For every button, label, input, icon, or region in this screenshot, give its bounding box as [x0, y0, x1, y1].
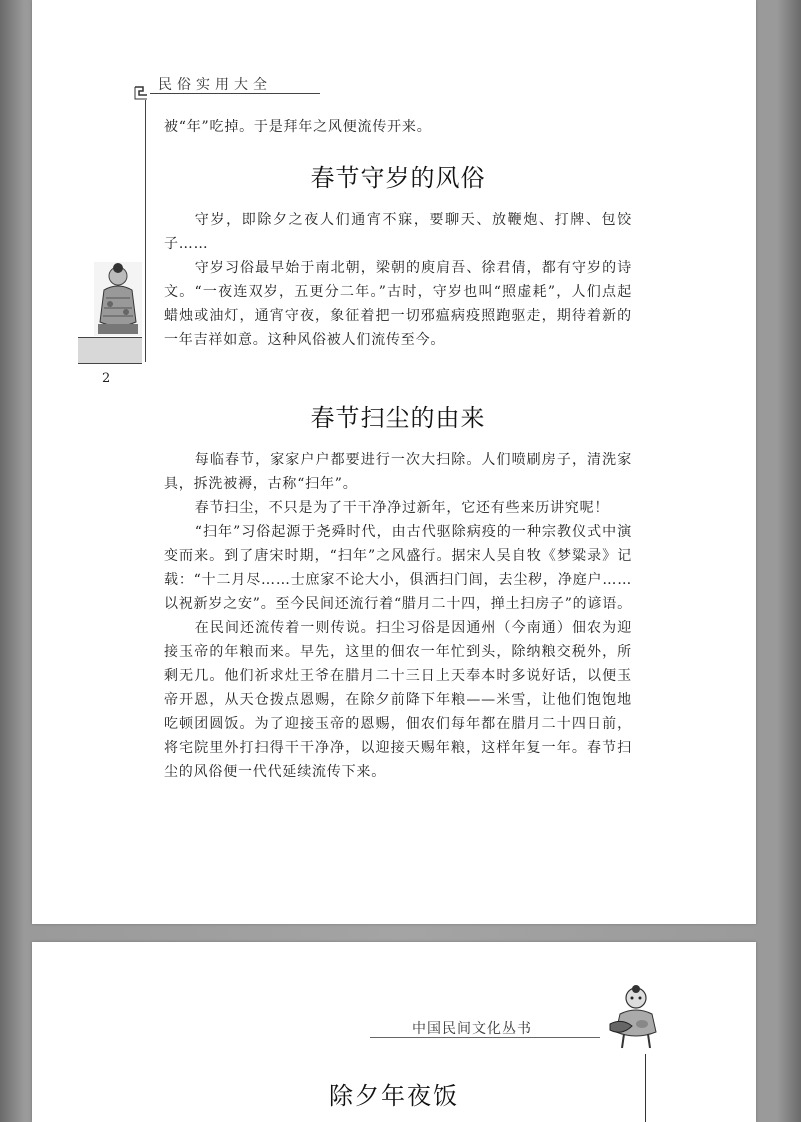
intro-line: 被“年”吃掉。于是拜年之风便流传开来。 — [164, 119, 432, 135]
header-corner-ornament — [134, 86, 148, 100]
section-title-nianyefan: 除夕年夜饭 — [329, 1082, 459, 1110]
series-header: 中国民间文化丛书 — [412, 1021, 532, 1037]
paragraph: 在民间还流传着一则传说。扫尘习俗是因通州（今南通）佃农为迎接玉帝的年粮而来。早先，这里的佃农一年忙到头，除纳粮交税外，所剩无几。他们祈求灶王爷在腊月二十三日上天奉本时多说好话，以便玉帝开恩，从天仓拨点恩赐，在除夕前降下年粮——米雪，让他们饱饱地吃顿团圆饭。为了迎接玉帝的恩赐，佃农们每年都在腊月二十四日前，将宅院里外打扫得干干净净，以迎接天赐年粮，这样年复一年。春节扫尘的风俗便一代代延续流传下来。 — [164, 620, 632, 780]
paragraph: 春节扫尘，不只是为了干干净净过新年，它还有些来历讲究呢！ — [194, 500, 610, 516]
running-header: 民俗实用大全 — [158, 77, 272, 93]
paragraph: 守岁，即除夕之夜人们通宵不寐，要聊天、放鞭炮、打牌、包饺子…… — [164, 212, 632, 252]
margin-tab — [78, 337, 142, 364]
section-title-saochen: 春节扫尘的由来 — [310, 404, 486, 432]
paragraph: 每临春节，家家户户都要进行一次大扫除。人们喷刷房子，清洗家具，拆洗被褥，古称“扫年”。 — [164, 452, 632, 492]
paragraph: 守岁习俗最早始于南北朝，梁朝的庾肩吾、徐君倩，都有守岁的诗文。“一夜连双岁，五更分二年。”古时，守岁也叫“照虚耗”，人们点起蜡烛或油灯，通宵守夜，象征着把一切邪瘟病疫照跑驱走，期待着新的一年吉祥如意。这种风俗被人们流传至今。 — [164, 260, 632, 348]
intro-text — [164, 115, 632, 139]
section-title-shousui: 春节守岁的风俗 — [310, 164, 486, 192]
margin-rule — [145, 100, 146, 362]
folk-doll-icon — [606, 984, 662, 1052]
paragraph: “扫年”习俗起源于尧舜时代，由古代驱除病疫的一种宗教仪式中演变而来。到了唐宋时期，“扫年”之风盛行。据宋人吴自牧《梦粱录》记载：“十二月尽……士庶家不论大小，俱洒扫门闾，去尘秽，净庭户……以祝新岁之安”。至今民间还流行着“腊月二十四，掸土扫房子”的谚语。 — [164, 524, 632, 612]
page-number: 2 — [102, 371, 111, 386]
header-underline — [150, 93, 320, 94]
book-page-right — [32, 942, 756, 1122]
section-body-shousui — [164, 208, 632, 352]
book-page-left — [32, 0, 756, 924]
folk-art-figure-icon — [94, 262, 142, 336]
section-body-saochen — [164, 448, 632, 784]
series-header-underline — [370, 1037, 600, 1038]
